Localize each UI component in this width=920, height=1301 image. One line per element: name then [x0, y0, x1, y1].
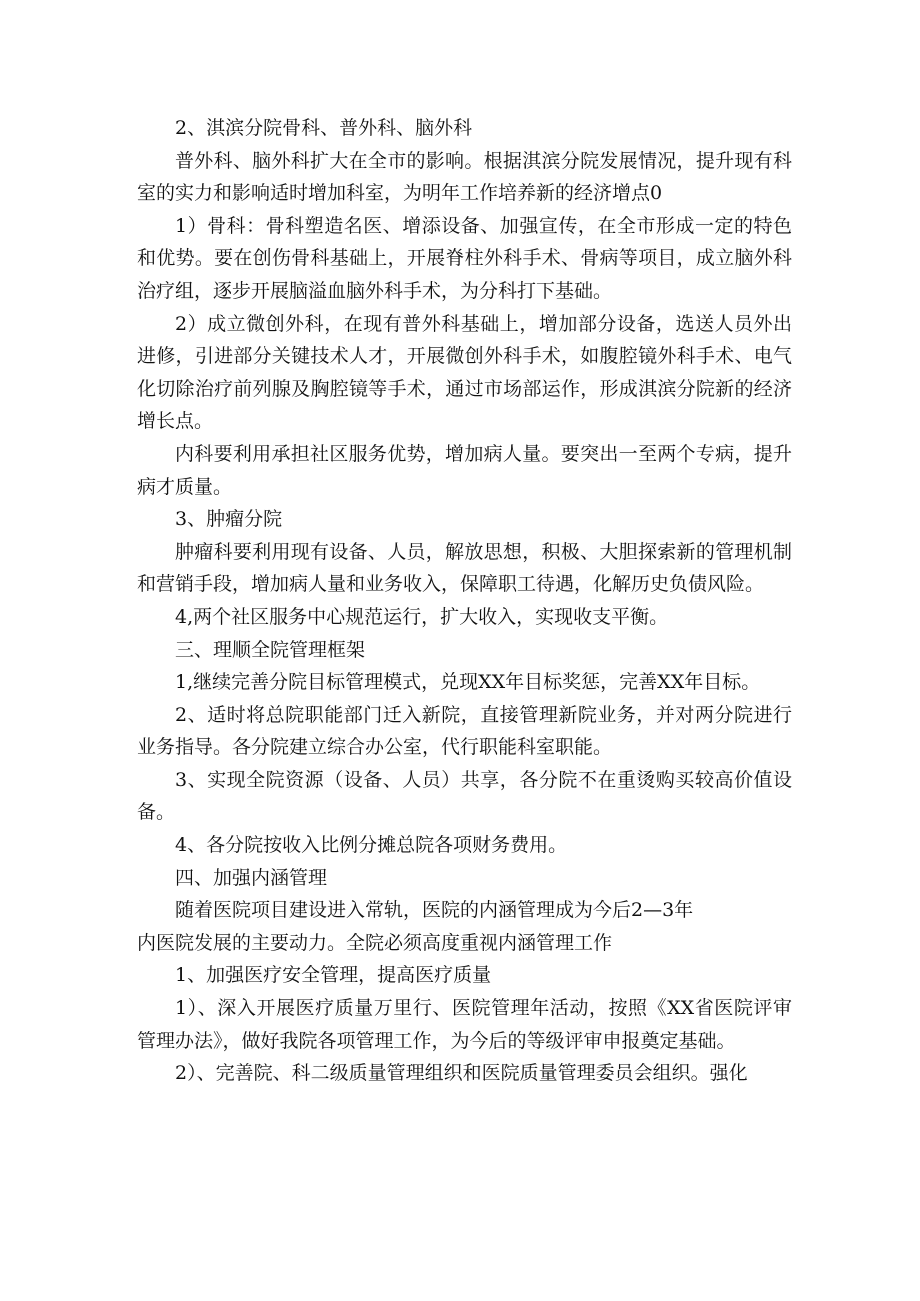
section-heading-four: 四、加强内涵管理 [175, 866, 328, 889]
paragraph-16: 内医院发展的主要动力。全院必须高度重视内涵管理工作 [137, 931, 613, 954]
paragraph-10: 1,继续完善分院目标管理模式，兑现XX年目标奖惩，完善XX年目标。 [175, 671, 761, 694]
section-heading-3: 3、肿瘤分院 [175, 508, 283, 531]
paragraph-15: 随着医院项目建设进入常轨，医院的内涵管理成为今后2—3年 [175, 899, 694, 922]
paragraph-12: 3、实现全院资源（设备、人员）共享，各分院不在重烫购买较高价值设备。 [137, 768, 792, 824]
paragraph-2: 普外科、脑外科扩大在全市的影响。根据淇滨分院发展情况，提升现有科室的实力和影响适时增加科室，为明年工作培养新的经济增点0 [137, 149, 792, 205]
paragraph-8: 4,两个社区服务中心规范运行，扩大收入，实现收支平衡。 [175, 605, 669, 628]
paragraph-5: 内科要利用承担社区服务优势，增加病人量。要突出一至两个专病，提升病才质量。 [137, 442, 792, 498]
paragraph-11: 2、适时将总院职能部门迁入新院，直接管理新院业务，并对两分院进行业务指导。各分院建立综合办公室，代行职能科室职能。 [137, 703, 792, 759]
paragraph-17: 1、加强医疗安全管理，提高医疗质量 [175, 964, 492, 987]
paragraph-3: 1）骨科：骨科塑造名医、增添设备、加强宣传，在全市形成一定的特色和优势。要在创伤骨科基础上，开展脊柱外科手术、骨病等项目，成立脑外科治疗组，逐步开展脑溢血脑外科手术，为分科打下基础。 [137, 214, 792, 302]
paragraph-1: 2、淇滨分院骨科、普外科、脑外科 [175, 117, 473, 139]
paragraph-19: 2）、完善院、科二级质量管理组织和医院质量管理委员会组织。强化 [175, 1062, 748, 1085]
paragraph-4: 2）成立微创外科，在现有普外科基础上，增加部分设备，选送人员外出进修，引进部分关键技术人才，开展微创外科手术，如腹腔镜外科手术、电气化切除治疗前列腺及胸腔镜等手术，通过市场部运作，形成淇滨分院新的经济增长点。 [137, 312, 792, 433]
paragraph-18: 1）、深入开展医疗质量万里行、医院管理年活动，按照《XX省医院评审管理办法》，做好我院各项管理工作，为今后的等级评审申报奠定基础。 [137, 997, 792, 1052]
paragraph-7: 肿瘤科要利用现有设备、人员，解放思想，积极、大胆探索新的管理机制和营销手段，增加病人量和业务收入，保障职工待遇，化解历史负债风险。 [137, 540, 792, 596]
section-heading-three: 三、理顺全院管理框架 [175, 638, 366, 661]
paragraph-13: 4、各分院按收入比例分摊总院各项财务费用。 [175, 834, 568, 857]
